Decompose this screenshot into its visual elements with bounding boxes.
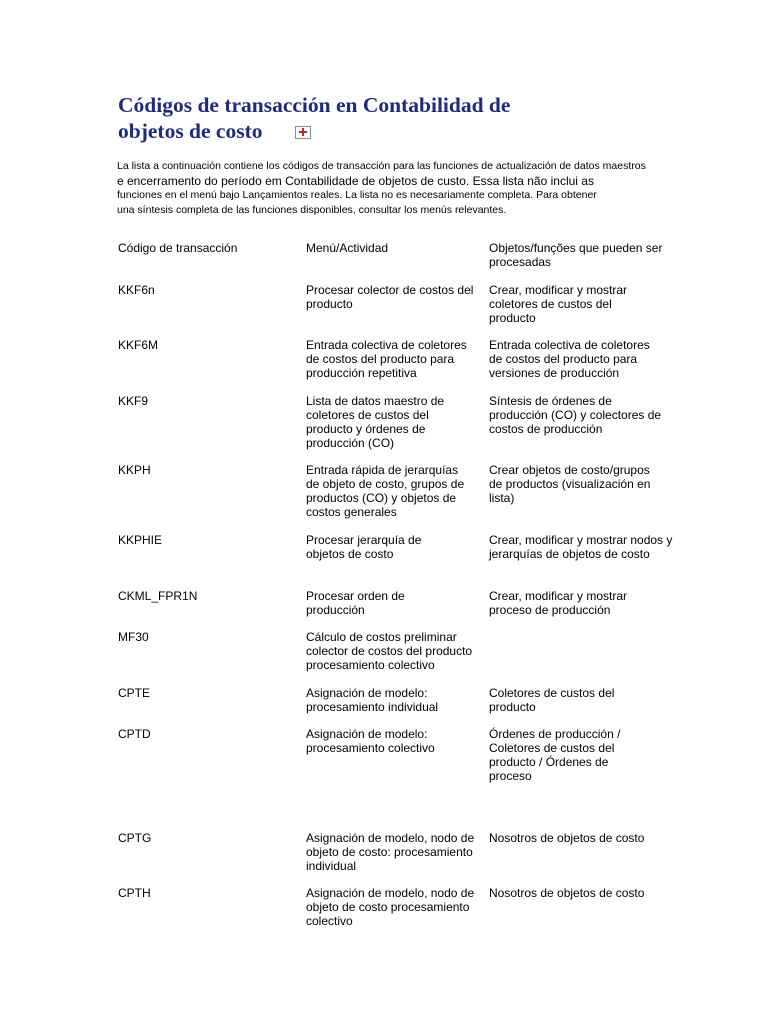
page-title-line-2 — [118, 118, 558, 144]
page-title-text: objetos de costo — [118, 119, 263, 143]
row-objects: Nosotros de objetos de costo — [489, 831, 645, 845]
row-code: KKPH — [118, 463, 151, 477]
row-objects: Crear, modificar y mostrar coletores de custos del producto — [489, 283, 628, 325]
row-objects: Nosotros de objetos de costo — [489, 886, 645, 900]
page-title — [118, 92, 558, 144]
header-code: Código de transacción — [118, 241, 238, 255]
row-code: KKF9 — [118, 394, 149, 408]
intro-line-3: funciones en el menú bajo Lançamientos reales. La lista no es necesariamente completa. Para obtener — [117, 189, 597, 201]
row-code: CPTG — [118, 831, 152, 845]
intro-paragraph — [117, 159, 677, 217]
intro-line-2: e encerramento do período em Contabilidade de objetos de custo. Essa lista não inclui as — [117, 173, 594, 188]
row-objects: Órdenes de producción / Coletores de custos del producto / Órdenes de proceso — [489, 727, 621, 783]
intro-line-1: La lista a continuación contiene los códigos de transacción para las funciones de actualización de datos maestros — [117, 160, 646, 172]
row-menu: Asignación de modelo: procesamiento individual — [306, 686, 439, 714]
row-code: CPTH — [118, 886, 151, 900]
row-code: CKML_FPR1N — [118, 589, 198, 603]
row-code: KKPHIE — [118, 533, 163, 547]
row-objects: Crear, modificar y mostrar nodos y jerarquías de objetos de costo — [489, 533, 673, 561]
row-menu: Procesar colector de costos del producto — [306, 283, 474, 311]
row-menu: Lista de datos maestro de coletores de custos del producto y órdenes de producción (CO) — [306, 394, 445, 450]
row-menu: Cálculo de costos preliminar colector de costos del producto procesamiento colectivo — [306, 630, 473, 672]
header-menu: Menú/Actividad — [306, 241, 389, 255]
row-objects: Crear objetos de costo/grupos de productos (visualización en lista) — [489, 463, 651, 505]
intro-line-4: una síntesis completa de las funciones disponibles, consultar los menús relevantes. — [117, 203, 507, 216]
row-menu: Asignación de modelo, nodo de objeto de costo procesamiento colectivo — [306, 886, 475, 928]
row-menu: Procesar jerarquía de objetos de costo — [306, 533, 422, 561]
row-menu: Asignación de modelo, nodo de objeto de costo: procesamiento individual — [306, 831, 475, 873]
row-code: CPTE — [118, 686, 151, 700]
row-objects: Síntesis de órdenes de producción (CO) y colectores de costos de producción — [489, 394, 662, 436]
row-objects: Entrada colectiva de coletores de costos del producto para versiones de producción — [489, 338, 650, 380]
row-objects: Coletores de custos del producto — [489, 686, 615, 714]
row-code: MF30 — [118, 630, 149, 644]
row-objects: Crear, modificar y mostrar proceso de producción — [489, 589, 628, 617]
row-code: KKF6n — [118, 283, 155, 297]
page-title-line-1: Códigos de transacción en Contabilidad de — [118, 93, 511, 117]
row-menu: Entrada colectiva de coletores de costos del producto para producción repetitiva — [306, 338, 467, 380]
row-menu: Procesar orden de producción — [306, 589, 405, 617]
row-code: CPTD — [118, 727, 151, 741]
header-objects: Objetos/funções que pueden ser procesadas — [489, 241, 663, 269]
row-menu: Entrada rápida de jerarquías de objeto de costo, grupos de productos (CO) y objetos de costos generales — [306, 463, 465, 519]
row-code: KKF6M — [118, 338, 159, 352]
expand-icon[interactable] — [295, 126, 311, 139]
row-menu: Asignación de modelo: procesamiento colectivo — [306, 727, 435, 755]
